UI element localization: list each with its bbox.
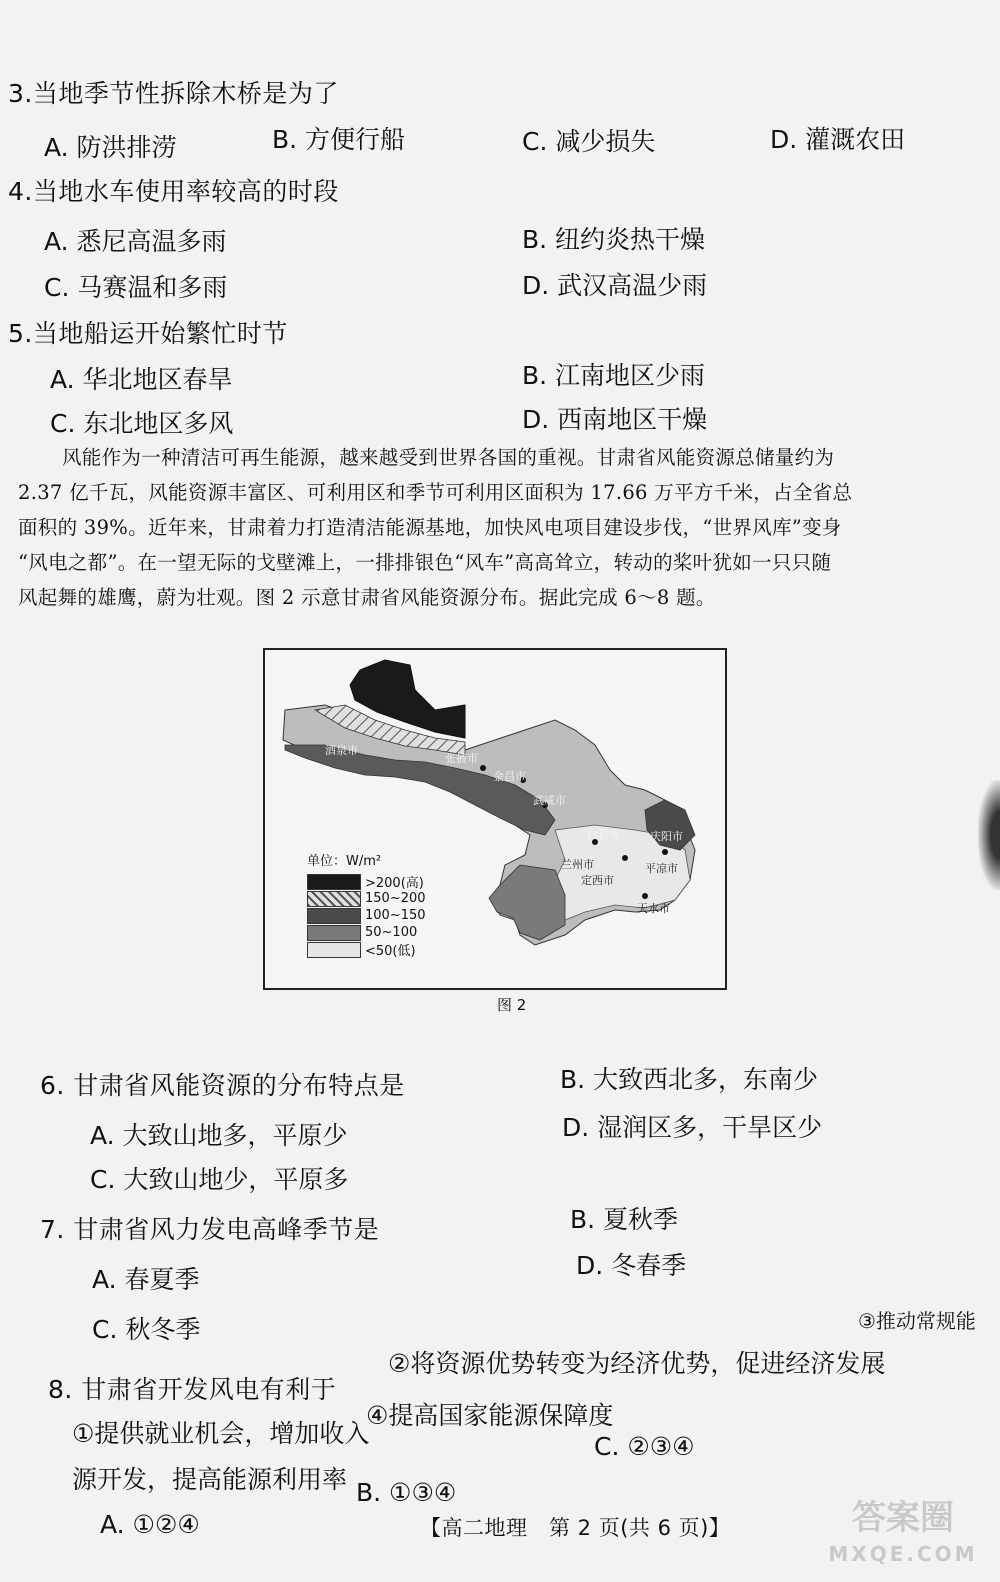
question-8-statement-3-cont: 源开发，提高能源利用率: [72, 1465, 348, 1494]
question-8-statement-2: ②将资源优势转变为经济优势，促进经济发展: [388, 1349, 886, 1378]
question-7-option-d: D. 冬春季: [576, 1251, 687, 1280]
page-footer: 【高二地理 第 2 页(共 6 页)】: [420, 1516, 731, 1540]
figure-caption: 图 2: [497, 996, 527, 1014]
reading-passage: [18, 440, 948, 615]
question-7-option-b: B. 夏秋季: [570, 1205, 679, 1234]
question-8-statement-3: ③推动常规能: [858, 1309, 976, 1333]
question-6-option-a: A. 大致山地多，平原少: [90, 1121, 348, 1150]
passage-line-1: 风能作为一种清洁可再生能源，越来越受到世界各国的重视。甘肃省风能资源总储量约为: [62, 446, 835, 469]
city-label-tianshui: 天水市: [637, 902, 670, 915]
legend-label: >200(高): [365, 876, 424, 891]
passage-line-5: 风起舞的雄鹰，蔚为壮观。图 2 示意甘肃省风能资源分布。据此完成 6～8 题。: [18, 586, 716, 609]
question-8-statement-4: ④提高国家能源保障度: [366, 1401, 614, 1430]
legend-label: <50(低): [365, 944, 416, 959]
legend-item: [307, 941, 426, 958]
legend-swatch: [307, 942, 361, 958]
question-4-stem: 4.当地水车使用率较高的时段: [8, 177, 339, 206]
question-8-stem: 8. 甘肃省开发风电有利于: [48, 1375, 337, 1404]
question-7-option-a: A. 春夏季: [92, 1265, 200, 1294]
question-6-option-c: C. 大致山地少，平原多: [90, 1165, 349, 1194]
question-3-stem: 3.当地季节性拆除木桥是为了: [8, 79, 339, 108]
city-label-pingliang: 平凉市: [645, 862, 678, 875]
question-3-option-c: C. 减少损失: [522, 127, 656, 156]
question-6-stem: 6. 甘肃省风能资源的分布特点是: [40, 1071, 405, 1100]
legend-swatch: [307, 891, 361, 907]
question-4-option-c: C. 马赛温和多雨: [44, 273, 228, 302]
question-8-option-a: A. ①②④: [100, 1510, 200, 1539]
legend-unit: 单位：W/m²: [307, 854, 382, 869]
question-3-option-d: D. 灌溉农田: [770, 125, 906, 154]
wind-resource-map: [263, 648, 727, 990]
scan-edge-shadow: [978, 780, 1000, 890]
city-label-lanzhou: 兰州市: [561, 858, 594, 871]
question-5-option-a: A. 华北地区春旱: [50, 365, 233, 394]
question-4-option-a: A. 悉尼高温多雨: [44, 227, 227, 256]
watermark-url-text: MXQE.COM: [828, 1542, 978, 1566]
legend-item: [307, 924, 426, 941]
city-label-wuwei: 武威市: [533, 794, 566, 807]
city-label-jinchang: 金昌市: [493, 770, 526, 783]
question-3-option-a: A. 防洪排涝: [44, 133, 177, 162]
city-label-qingyang: 庆阳市: [650, 830, 683, 843]
question-3-option-b: B. 方便行船: [272, 125, 406, 154]
legend-label: 100~150: [365, 908, 426, 923]
passage-line-3: 面积的 39%。近年来，甘肃着力打造清洁能源基地，加快风电项目建设步伐，“世界风库”变身: [18, 516, 842, 539]
legend-item: [307, 873, 426, 890]
watermark-logo: [818, 1500, 988, 1570]
question-6-option-d: D. 湿润区多，干旱区少: [562, 1113, 823, 1142]
question-6-option-b: B. 大致西北多，东南少: [560, 1065, 819, 1094]
question-8-option-b: B. ①③④: [356, 1478, 457, 1507]
legend-swatch: [307, 908, 361, 924]
question-8-option-c: C. ②③④: [594, 1432, 695, 1461]
question-5-option-c: C. 东北地区多风: [50, 409, 234, 438]
question-5-option-b: B. 江南地区少雨: [522, 361, 706, 390]
question-4-option-b: B. 纽约炎热干燥: [522, 225, 706, 254]
city-label-baiyin: 白银市: [587, 828, 620, 841]
question-7-stem: 7. 甘肃省风力发电高峰季节是: [40, 1215, 380, 1244]
legend-label: 50~100: [365, 925, 418, 940]
question-5-stem: 5.当地船运开始繁忙时节: [8, 319, 288, 348]
legend-item: [307, 907, 426, 924]
legend-swatch: [307, 925, 361, 941]
city-label-jiuquan: 酒泉市: [325, 744, 358, 757]
question-4-option-d: D. 武汉高温少雨: [522, 271, 708, 300]
legend-item: [307, 890, 426, 907]
legend-swatch: [307, 874, 361, 890]
city-label-zhangye: 张掖市: [445, 752, 478, 765]
passage-line-2: 2.37 亿千瓦，风能资源丰富区、可利用区和季节可利用区面积为 17.66 万平方千米，占全省总: [18, 481, 853, 504]
question-8-statement-1: ①提供就业机会，增加收入: [72, 1419, 370, 1448]
city-label-dingxi: 定西市: [581, 874, 614, 887]
watermark-main-text: 答案圈: [852, 1498, 954, 1538]
map-legend: [307, 850, 426, 958]
passage-line-4: “风电之都”。在一望无际的戈壁滩上，一排排银色“风车”高高耸立，转动的桨叶犹如一只只随: [18, 551, 832, 574]
question-7-option-c: C. 秋冬季: [92, 1315, 201, 1344]
legend-label: 150~200: [365, 891, 426, 906]
question-5-option-d: D. 西南地区干燥: [522, 405, 708, 434]
